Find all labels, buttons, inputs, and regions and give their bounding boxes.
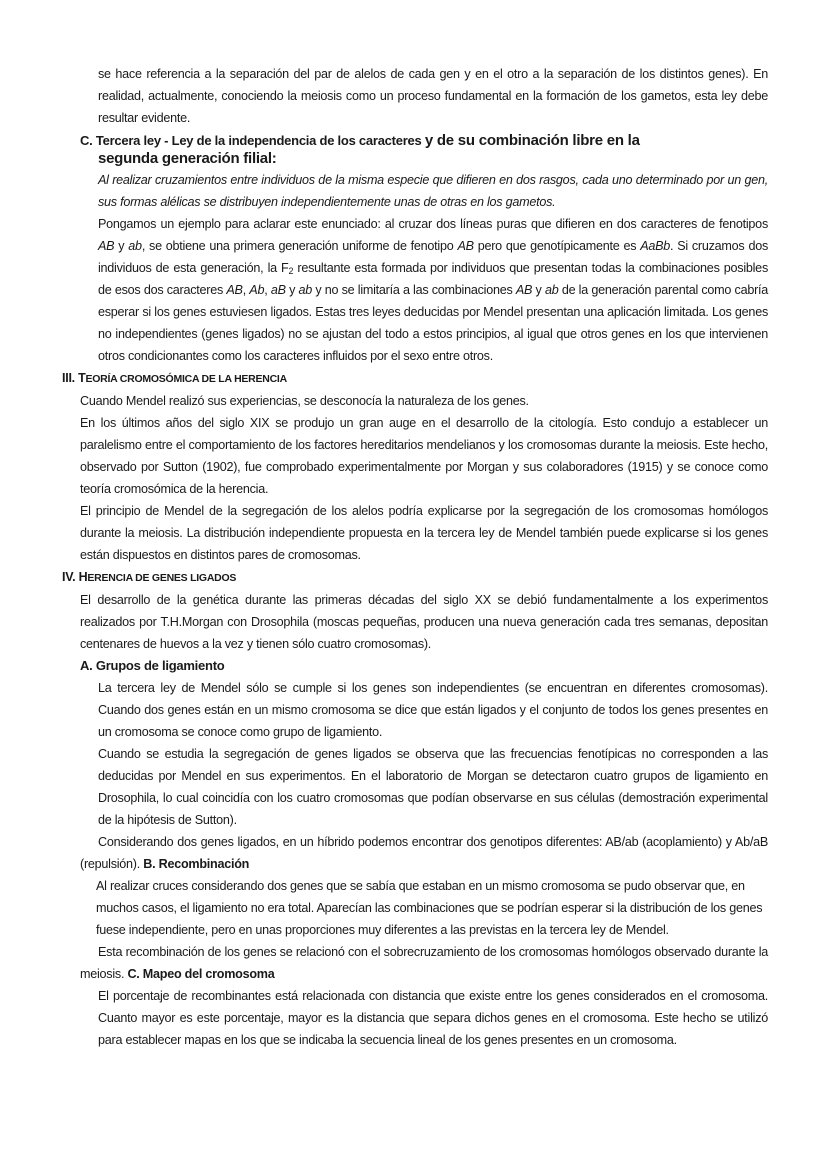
text-run: Cuando Mendel realizó sus experiencias, se desconocía la naturaleza de los genes.	[80, 394, 529, 408]
text-run: de la generación parental como cabría esperar si los genes estuviesen ligados. Estas tres leyes deducidas por Mendel presentan una aplicación limitada. Los genes no independientes (genes ligados) no se ajustan del todo a estos principios, al igual que otros genes en los que intervienen otros condicionantes como los caracteres influidos por el sexo entre otros.	[98, 283, 769, 363]
heading-text-large: y de su combinación libre en la	[424, 132, 640, 149]
paragraph	[0, 743, 768, 831]
paragraph-segregation-end	[0, 63, 768, 129]
section-number: IV. H	[62, 570, 88, 584]
italic-text: AB	[457, 239, 474, 253]
section-heading-chromosomal-theory	[0, 367, 828, 390]
document-page	[0, 63, 828, 1051]
paragraph	[0, 412, 768, 500]
heading-text: Tercera ley - Ley de la independencia de los caracteres	[95, 133, 422, 148]
text-run: El desarrollo de la genética durante las primeras décadas del siglo XX se debió fundamentalmente a los experimentos realizados por T.H.Morgan con Drosophila (moscas pequeñas, producen una nueva generación cada tres semanas, depositan centenares de huevos a la vez y tienen sólo cuatro cromosomas).	[80, 593, 768, 651]
section-heading-linked-genes	[0, 566, 828, 589]
inline-subheading: B. Recombinación	[143, 857, 250, 871]
heading-third-law	[0, 132, 720, 168]
italic-text: Al realizar cruzamientos entre individuos de la misma especie que difieren en dos rasgos, cada uno determinado por un gen, sus formas alélicas se distribuyen independientemente unas de otras en los gametos.	[98, 173, 768, 209]
italic-text: ab	[298, 283, 312, 297]
paragraph-third-law-statement	[0, 169, 768, 213]
italic-text: aB	[270, 283, 286, 297]
text-run: Considerando dos genes ligados, en un híbrido podemos encontrar dos genotipos diferentes: AB/ab (acoplamiento) y Ab/aB (repulsión).	[80, 835, 768, 871]
text-run: ,	[264, 283, 271, 297]
text-run: y	[285, 283, 299, 297]
paragraph-with-mapping-heading	[0, 941, 768, 985]
text-run: El principio de Mendel de la segregación de los alelos podría explicarse por la segregación de los cromosomas homólogos durante la meiosis. La distribución independiente propuesta en la tercera ley de Mendel también puede explicarse si los genes están dispuestos en distintos pares de cromosomas.	[80, 504, 768, 562]
text-run: La tercera ley de Mendel sólo se cumple si los genes son independientes (se encuentran en diferentes cromosomas). Cuando dos genes están en un mismo cromosoma se dice que están ligados y el conjunto de todos los genes presentes en un cromosoma se conoce como grupo de ligamiento.	[98, 681, 768, 739]
text-run: ,	[242, 283, 250, 297]
text-run: Pongamos un ejemplo para aclarar este enunciado: al cruzar dos líneas puras que difieren en dos caracteres de fenotipos	[98, 217, 768, 231]
text-run: resultante esta formada por individuos que presentan todas la combinaciones posibles de esos dos caracteres	[98, 261, 768, 297]
text-run: El porcentaje de recombinantes está relacionada con distancia que existe entre los genes considerados en el cromosoma. Cuanto mayor es este porcentaje, mayor es la distancia que separa dichos genes en el cromosoma. Este hecho se utilizó para establecer mapas en los que se indicaba la secuencia lineal de los genes presentes en un cromosoma.	[98, 989, 768, 1047]
section-title: ERENCIA DE GENES LIGADOS	[87, 572, 237, 584]
heading-text-continuation: segunda generación filial:	[98, 150, 277, 167]
subheading-linkage-groups: A. Grupos de ligamiento	[80, 658, 225, 673]
paragraph-with-recombination-heading	[0, 831, 768, 875]
section-number: III. T	[62, 371, 86, 385]
paragraph-third-law-example	[0, 213, 768, 367]
paragraph	[0, 589, 768, 655]
italic-text: ab	[544, 283, 559, 297]
paragraph	[0, 500, 768, 566]
italic-text: AB	[98, 239, 115, 253]
italic-text: ab	[128, 239, 142, 253]
paragraph	[0, 677, 768, 743]
italic-text: AaBb	[640, 239, 671, 253]
text-run: Al realizar cruces considerando dos genes que se sabía que estaban en un mismo cromosoma se pudo observar que, en muchos casos, el ligamiento no era total. Aparecían las combinaciones que se podrían esperar si la distribución de los genes fuese independiente, pero en unas proporciones muy diferentes a las previstas en la tercera ley de Mendel.	[96, 879, 763, 937]
text-run: Cuando se estudia la segregación de genes ligados se observa que las frecuencias fenotípicas no corresponden a las deducidas por Mendel en sus experimentos. En el laboratorio de Morgan se detectaron cuatro grupos de ligamiento en Drosophila, lo cual coincidía con los cuatro cromosomas que podían observarse en sus células (demostración experimental de la hipótesis de Sutton).	[98, 747, 768, 827]
inline-subheading: C. Mapeo del cromosoma	[127, 967, 275, 981]
text-run: , se obtiene una primera generación uniforme de fenotipo	[141, 239, 458, 253]
text-run: y no se limitaría a las combinaciones	[312, 283, 516, 297]
italic-text: Ab	[249, 283, 265, 297]
text-run: 2	[288, 266, 294, 276]
italic-text: AB	[226, 283, 243, 297]
text-run: y	[532, 283, 545, 297]
text-run: y	[114, 239, 129, 253]
text-run: se hace referencia a la separación del par de alelos de cada gen y en el otro a la separación de los distintos genes). En realidad, actualmente, conociendo la meiosis como un proceso fundamental en la formación de los gametos, esta ley debe resultar evidente.	[98, 67, 768, 125]
section-title: EORÍA CROMOSÓMICA DE LA HERENCIA	[85, 373, 287, 385]
paragraph-chromosome-mapping	[0, 985, 768, 1051]
paragraph-recombination	[0, 875, 768, 941]
italic-text: AB	[515, 283, 533, 297]
text-run: Esta recombinación de los genes se relacionó con el sobrecruzamiento de los cromosomas homólogos observado durante la meiosis.	[80, 945, 768, 981]
heading-label: C.	[80, 133, 93, 148]
text-run: En los últimos años del siglo XIX se produjo un gran auge en el desarrollo de la citología. Esto condujo a establecer un paralelismo entre el comportamiento de los factores hereditarios mendelianos y los cromosomas durante la meiosis. Este hecho, observado por Sutton (1902), fue comprobado experimentalmente por Morgan y sus colaboradores (1915) y se conoce como teoría cromosómica de la herencia.	[80, 416, 768, 496]
text-run: pero que genotípicamente es	[473, 239, 641, 253]
paragraph	[0, 390, 768, 412]
text-run: . Si cruzamos dos individuos de esta generación, la F	[98, 239, 768, 275]
